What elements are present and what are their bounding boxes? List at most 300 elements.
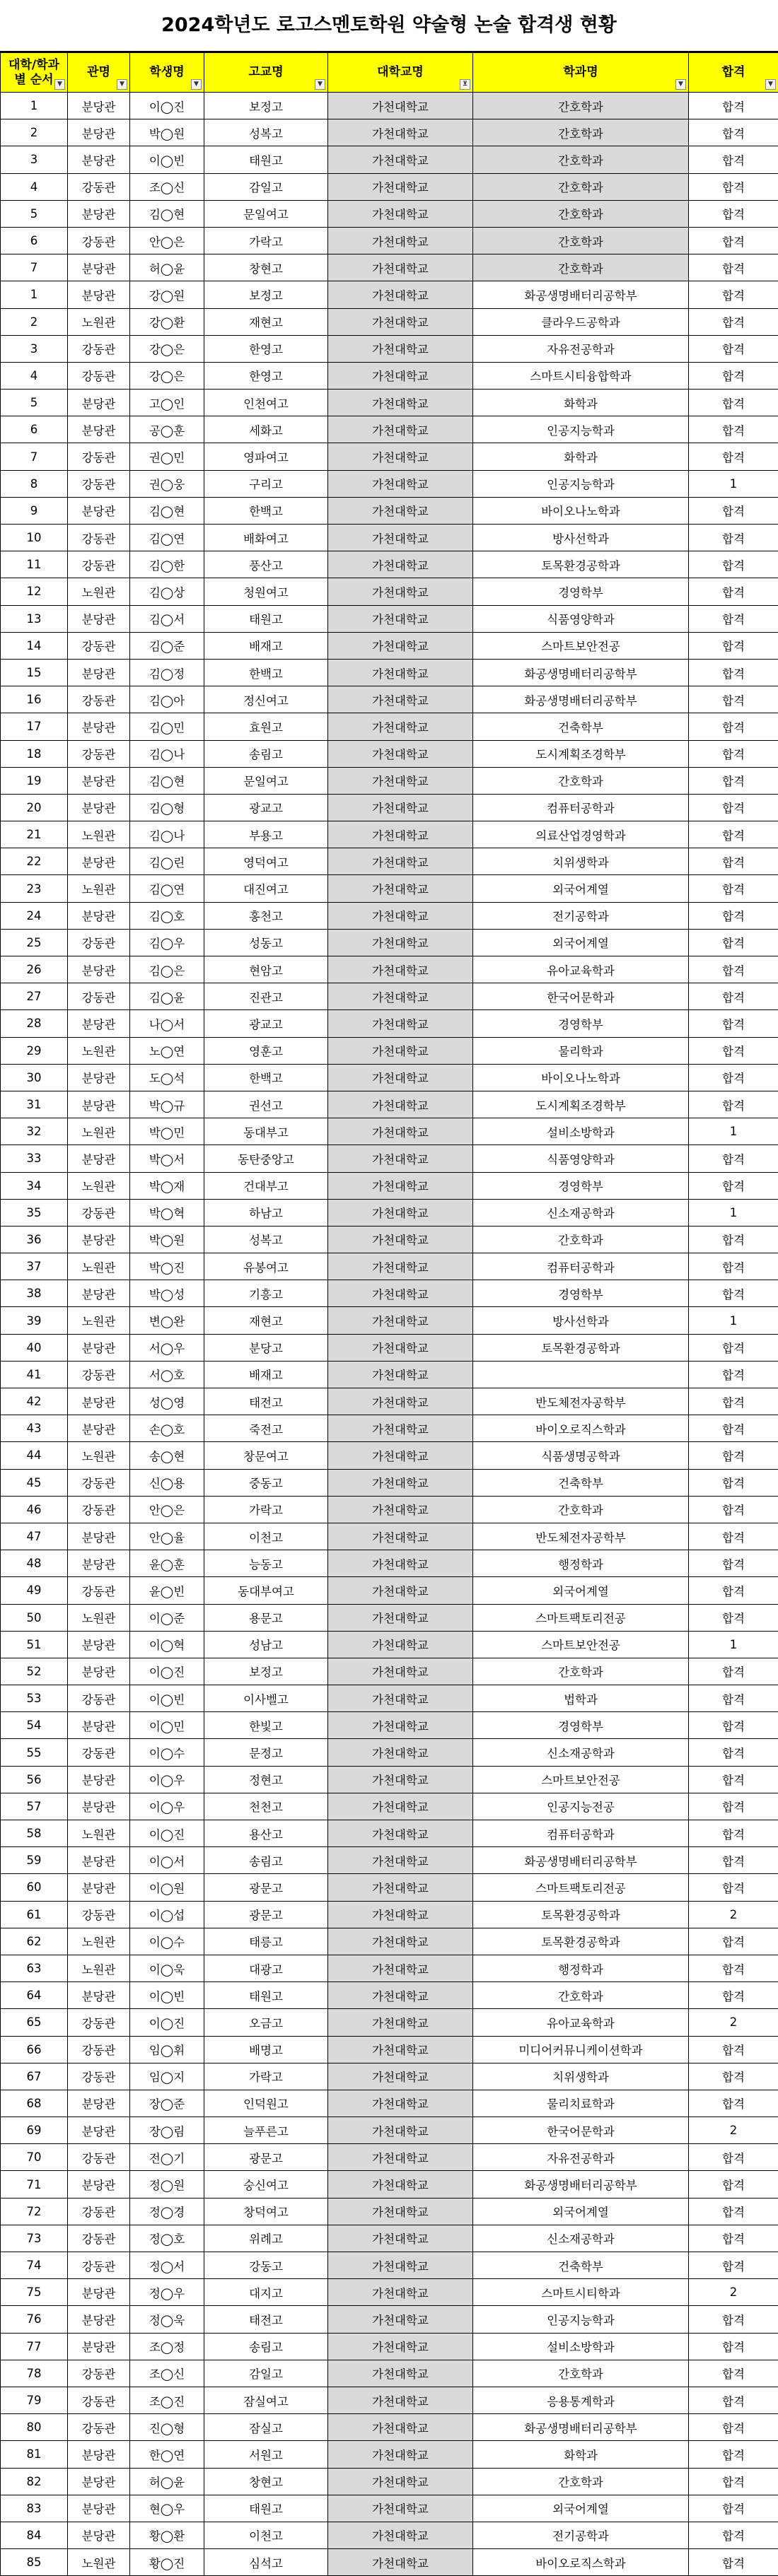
cell-branch[interactable]: 분당관 (68, 200, 130, 227)
cell-student[interactable]: 이◯민 (130, 1712, 204, 1739)
cell-major[interactable]: 도시계획조경학부 (473, 740, 689, 767)
cell-major[interactable]: 의료산업경영학과 (473, 821, 689, 848)
cell-order[interactable]: 48 (1, 1550, 68, 1577)
cell-order[interactable]: 1 (1, 281, 68, 308)
cell-school[interactable]: 권선고 (204, 1091, 328, 1118)
cell-order[interactable]: 10 (1, 525, 68, 551)
cell-result[interactable]: 합격 (689, 1928, 778, 1955)
cell-university[interactable]: 가천대학교 (328, 1766, 473, 1793)
cell-order[interactable]: 31 (1, 1091, 68, 1118)
cell-branch[interactable]: 강동관 (68, 1577, 130, 1604)
cell-result[interactable]: 합격 (689, 200, 778, 227)
cell-student[interactable]: 성◯영 (130, 1388, 204, 1415)
cell-major[interactable]: 간호학과 (473, 1982, 689, 2009)
cell-university[interactable]: 가천대학교 (328, 1172, 473, 1199)
cell-school[interactable]: 가락고 (204, 227, 328, 254)
cell-order[interactable]: 3 (1, 146, 68, 173)
cell-school[interactable]: 세화고 (204, 416, 328, 443)
cell-student[interactable]: 정◯호 (130, 2225, 204, 2252)
cell-branch[interactable]: 분당관 (68, 1874, 130, 1901)
cell-school[interactable]: 한백고 (204, 1064, 328, 1091)
cell-student[interactable]: 김◯현 (130, 497, 204, 524)
cell-student[interactable]: 김◯형 (130, 794, 204, 821)
cell-university[interactable]: 가천대학교 (328, 2171, 473, 2198)
cell-school[interactable]: 태원고 (204, 1982, 328, 2009)
cell-major[interactable]: 인공지능전공 (473, 1793, 689, 1820)
cell-school[interactable]: 숭신여고 (204, 2171, 328, 2198)
cell-order[interactable]: 18 (1, 740, 68, 767)
cell-order[interactable]: 52 (1, 1658, 68, 1685)
cell-student[interactable]: 박◯진 (130, 1253, 204, 1280)
cell-major[interactable]: 경영학부 (473, 1172, 689, 1199)
cell-branch[interactable]: 분당관 (68, 2441, 130, 2468)
cell-student[interactable]: 서◯호 (130, 1361, 204, 1388)
cell-school[interactable]: 창문여고 (204, 1442, 328, 1469)
cell-order[interactable]: 73 (1, 2225, 68, 2252)
cell-result[interactable]: 합격 (689, 1145, 778, 1172)
cell-major[interactable]: 방사선학과 (473, 1307, 689, 1334)
cell-result[interactable]: 합격 (689, 416, 778, 443)
cell-result[interactable]: 합격 (689, 1415, 778, 1442)
cell-school[interactable]: 한영고 (204, 362, 328, 389)
cell-major[interactable]: 치위생학과 (473, 2063, 689, 2090)
cell-result[interactable]: 합격 (689, 1766, 778, 1793)
cell-order[interactable]: 81 (1, 2441, 68, 2468)
cell-university[interactable]: 가천대학교 (328, 2549, 473, 2576)
cell-university[interactable]: 가천대학교 (328, 2360, 473, 2387)
cell-student[interactable]: 강◯은 (130, 335, 204, 362)
cell-branch[interactable]: 강동관 (68, 2252, 130, 2279)
cell-result[interactable]: 합격 (689, 2522, 778, 2548)
cell-result[interactable]: 합격 (689, 2252, 778, 2279)
cell-student[interactable]: 서◯우 (130, 1334, 204, 1361)
cell-branch[interactable]: 강동관 (68, 2009, 130, 2036)
cell-result[interactable]: 합격 (689, 1280, 778, 1307)
cell-order[interactable]: 2 (1, 119, 68, 146)
cell-major[interactable]: 토목환경공학과 (473, 1901, 689, 1928)
cell-major[interactable]: 간호학과 (473, 2468, 689, 2495)
cell-result[interactable]: 합격 (689, 1496, 778, 1523)
cell-school[interactable]: 늘푸른고 (204, 2117, 328, 2144)
cell-school[interactable]: 홍천고 (204, 902, 328, 929)
cell-student[interactable]: 김◯나 (130, 821, 204, 848)
cell-major[interactable]: 바이오나노학과 (473, 1064, 689, 1091)
cell-school[interactable]: 인덕원고 (204, 2090, 328, 2117)
cell-school[interactable]: 태원고 (204, 2495, 328, 2522)
cell-order[interactable]: 53 (1, 1685, 68, 1712)
cell-school[interactable]: 가락고 (204, 2063, 328, 2090)
cell-order[interactable]: 45 (1, 1469, 68, 1496)
cell-university[interactable]: 가천대학교 (328, 2387, 473, 2413)
cell-major[interactable]: 경영학부 (473, 1010, 689, 1037)
cell-order[interactable]: 71 (1, 2171, 68, 2198)
cell-branch[interactable]: 분당관 (68, 1064, 130, 1091)
cell-university[interactable]: 가천대학교 (328, 1685, 473, 1712)
cell-branch[interactable]: 강동관 (68, 470, 130, 497)
cell-major[interactable]: 스마트팩토리전공 (473, 1604, 689, 1631)
cell-result[interactable]: 합격 (689, 1469, 778, 1496)
cell-university[interactable]: 가천대학교 (328, 794, 473, 821)
cell-university[interactable]: 가천대학교 (328, 254, 473, 281)
cell-major[interactable]: 간호학과 (473, 2360, 689, 2387)
cell-branch[interactable]: 강동관 (68, 1361, 130, 1388)
cell-major[interactable]: 화학과 (473, 390, 689, 416)
cell-student[interactable]: 정◯욱 (130, 2306, 204, 2333)
cell-order[interactable]: 46 (1, 1496, 68, 1523)
cell-school[interactable]: 천천고 (204, 1793, 328, 1820)
cell-order[interactable]: 74 (1, 2252, 68, 2279)
cell-branch[interactable]: 노원관 (68, 1604, 130, 1631)
cell-school[interactable]: 광문고 (204, 1901, 328, 1928)
cell-major[interactable]: 신소재공학과 (473, 1199, 689, 1226)
cell-university[interactable]: 가천대학교 (328, 1010, 473, 1037)
cell-major[interactable]: 화공생명배터리공학부 (473, 2171, 689, 2198)
cell-major[interactable]: 식품생명공학과 (473, 1442, 689, 1469)
cell-major[interactable]: 식품영양학과 (473, 1145, 689, 1172)
cell-university[interactable]: 가천대학교 (328, 821, 473, 848)
cell-order[interactable]: 7 (1, 443, 68, 470)
cell-major[interactable]: 토목환경공학과 (473, 551, 689, 578)
cell-order[interactable]: 9 (1, 497, 68, 524)
cell-school[interactable]: 성복고 (204, 1226, 328, 1253)
cell-student[interactable]: 조◯진 (130, 2387, 204, 2413)
cell-result[interactable]: 합격 (689, 983, 778, 1010)
cell-university[interactable]: 가천대학교 (328, 1982, 473, 2009)
cell-school[interactable]: 잠실고 (204, 2414, 328, 2441)
cell-order[interactable]: 49 (1, 1577, 68, 1604)
cell-result[interactable]: 합격 (689, 1604, 778, 1631)
cell-school[interactable]: 서원고 (204, 2441, 328, 2468)
cell-order[interactable]: 1 (1, 93, 68, 119)
cell-major[interactable]: 유아교육학과 (473, 956, 689, 983)
cell-student[interactable]: 이◯원 (130, 1874, 204, 1901)
cell-result[interactable]: 합격 (689, 1037, 778, 1064)
cell-school[interactable]: 보정고 (204, 93, 328, 119)
cell-school[interactable]: 감일고 (204, 173, 328, 200)
cell-branch[interactable]: 강동관 (68, 2360, 130, 2387)
cell-major[interactable]: 간호학과 (473, 119, 689, 146)
cell-school[interactable]: 배명고 (204, 2036, 328, 2063)
cell-result[interactable]: 합격 (689, 146, 778, 173)
cell-major[interactable]: 화학과 (473, 2441, 689, 2468)
cell-school[interactable]: 창현고 (204, 2468, 328, 2495)
cell-major[interactable]: 스마트시티학과 (473, 2279, 689, 2306)
cell-student[interactable]: 전◯기 (130, 2144, 204, 2171)
cell-order[interactable]: 41 (1, 1361, 68, 1388)
cell-school[interactable]: 현암고 (204, 956, 328, 983)
cell-branch[interactable]: 노원관 (68, 1253, 130, 1280)
cell-school[interactable]: 동탄중앙고 (204, 1145, 328, 1172)
cell-result[interactable]: 합격 (689, 2225, 778, 2252)
cell-branch[interactable]: 분당관 (68, 1712, 130, 1739)
cell-school[interactable]: 이사벨고 (204, 1685, 328, 1712)
cell-result[interactable]: 합격 (689, 1091, 778, 1118)
cell-school[interactable]: 창현고 (204, 254, 328, 281)
cell-school[interactable]: 영훈고 (204, 1037, 328, 1064)
cell-result[interactable]: 합격 (689, 2549, 778, 2576)
cell-university[interactable]: 가천대학교 (328, 1253, 473, 1280)
cell-order[interactable]: 51 (1, 1631, 68, 1658)
cell-university[interactable]: 가천대학교 (328, 1388, 473, 1415)
cell-student[interactable]: 이◯빈 (130, 146, 204, 173)
cell-branch[interactable]: 노원관 (68, 1118, 130, 1145)
cell-student[interactable]: 허◯윤 (130, 254, 204, 281)
cell-student[interactable]: 정◯우 (130, 2279, 204, 2306)
cell-university[interactable]: 가천대학교 (328, 2090, 473, 2117)
cell-school[interactable]: 용문고 (204, 1604, 328, 1631)
cell-branch[interactable]: 분당관 (68, 390, 130, 416)
cell-university[interactable]: 가천대학교 (328, 1820, 473, 1847)
cell-result[interactable]: 합격 (689, 93, 778, 119)
dropdown-arrow-icon[interactable]: ▼ (191, 79, 202, 90)
cell-result[interactable]: 합격 (689, 1658, 778, 1685)
cell-school[interactable]: 건대부고 (204, 1172, 328, 1199)
cell-student[interactable]: 이◯서 (130, 1847, 204, 1874)
cell-result[interactable]: 합격 (689, 1739, 778, 1766)
cell-result[interactable]: 1 (689, 470, 778, 497)
cell-branch[interactable]: 분당관 (68, 1766, 130, 1793)
cell-university[interactable]: 가천대학교 (328, 2495, 473, 2522)
cell-university[interactable]: 가천대학교 (328, 1442, 473, 1469)
cell-major[interactable]: 신소재공학과 (473, 1739, 689, 1766)
cell-university[interactable]: 가천대학교 (328, 2468, 473, 2495)
cell-university[interactable]: 가천대학교 (328, 2036, 473, 2063)
cell-branch[interactable]: 분당관 (68, 2495, 130, 2522)
cell-order[interactable]: 8 (1, 470, 68, 497)
cell-student[interactable]: 허◯윤 (130, 2468, 204, 2495)
cell-student[interactable]: 이◯섭 (130, 1901, 204, 1928)
cell-student[interactable]: 이◯준 (130, 1604, 204, 1631)
cell-student[interactable]: 김◯린 (130, 848, 204, 875)
cell-major[interactable]: 미디어커뮤니케이션학과 (473, 2036, 689, 2063)
cell-result[interactable]: 합격 (689, 605, 778, 632)
cell-student[interactable]: 이◯욱 (130, 1955, 204, 1981)
cell-major[interactable]: 스마트보안전공 (473, 1766, 689, 1793)
cell-branch[interactable]: 강동관 (68, 2036, 130, 2063)
cell-major[interactable]: 응용통계학과 (473, 2387, 689, 2413)
cell-order[interactable]: 16 (1, 686, 68, 713)
cell-major[interactable]: 치위생학과 (473, 848, 689, 875)
cell-branch[interactable]: 강동관 (68, 1685, 130, 1712)
cell-school[interactable]: 문일여고 (204, 200, 328, 227)
cell-student[interactable]: 이◯진 (130, 2009, 204, 2036)
cell-university[interactable]: 가천대학교 (328, 2063, 473, 2090)
cell-order[interactable]: 33 (1, 1145, 68, 1172)
cell-major[interactable]: 설비소방학과 (473, 2333, 689, 2360)
cell-student[interactable]: 안◯은 (130, 1496, 204, 1523)
cell-order[interactable]: 42 (1, 1388, 68, 1415)
cell-school[interactable]: 보정고 (204, 281, 328, 308)
cell-university[interactable]: 가천대학교 (328, 227, 473, 254)
cell-university[interactable]: 가천대학교 (328, 740, 473, 767)
cell-result[interactable]: 합격 (689, 1874, 778, 1901)
cell-student[interactable]: 한◯연 (130, 2441, 204, 2468)
cell-student[interactable]: 강◯은 (130, 362, 204, 389)
cell-university[interactable]: 가천대학교 (328, 2279, 473, 2306)
cell-major[interactable]: 자유전공학과 (473, 335, 689, 362)
cell-school[interactable]: 죽전고 (204, 1415, 328, 1442)
cell-order[interactable]: 24 (1, 902, 68, 929)
cell-major[interactable]: 스마트보안전공 (473, 1631, 689, 1658)
cell-student[interactable]: 공◯훈 (130, 416, 204, 443)
cell-school[interactable]: 광교고 (204, 794, 328, 821)
cell-school[interactable]: 성남고 (204, 1631, 328, 1658)
cell-result[interactable]: 합격 (689, 1388, 778, 1415)
cell-student[interactable]: 김◯한 (130, 551, 204, 578)
cell-branch[interactable]: 분당관 (68, 605, 130, 632)
cell-school[interactable]: 배재고 (204, 1361, 328, 1388)
cell-student[interactable]: 김◯아 (130, 686, 204, 713)
cell-major[interactable]: 외국어계열 (473, 875, 689, 902)
cell-order[interactable]: 47 (1, 1523, 68, 1550)
cell-result[interactable]: 합격 (689, 390, 778, 416)
cell-major[interactable]: 경영학부 (473, 1280, 689, 1307)
cell-result[interactable]: 합격 (689, 632, 778, 659)
cell-branch[interactable]: 분당관 (68, 794, 130, 821)
cell-university[interactable]: 가천대학교 (328, 1469, 473, 1496)
cell-university[interactable]: 가천대학교 (328, 173, 473, 200)
cell-major[interactable]: 간호학과 (473, 173, 689, 200)
cell-branch[interactable]: 분당관 (68, 1091, 130, 1118)
cell-major[interactable]: 화공생명배터리공학부 (473, 281, 689, 308)
cell-order[interactable]: 70 (1, 2144, 68, 2171)
cell-branch[interactable]: 노원관 (68, 1307, 130, 1334)
cell-result[interactable]: 합격 (689, 227, 778, 254)
cell-order[interactable]: 15 (1, 659, 68, 686)
cell-order[interactable]: 54 (1, 1712, 68, 1739)
cell-university[interactable]: 가천대학교 (328, 1118, 473, 1145)
cell-major[interactable]: 컴퓨터공학과 (473, 1820, 689, 1847)
cell-student[interactable]: 장◯림 (130, 2117, 204, 2144)
cell-result[interactable]: 합격 (689, 1064, 778, 1091)
cell-university[interactable]: 가천대학교 (328, 686, 473, 713)
cell-university[interactable]: 가천대학교 (328, 93, 473, 119)
cell-school[interactable]: 대진여고 (204, 875, 328, 902)
cell-school[interactable]: 성복고 (204, 119, 328, 146)
cell-order[interactable]: 39 (1, 1307, 68, 1334)
cell-major[interactable]: 물리학과 (473, 1037, 689, 1064)
cell-branch[interactable]: 분당관 (68, 659, 130, 686)
cell-major[interactable]: 한국어문학과 (473, 983, 689, 1010)
cell-branch[interactable]: 분당관 (68, 1658, 130, 1685)
cell-major[interactable]: 행정학과 (473, 1955, 689, 1981)
cell-major[interactable]: 식품영양학과 (473, 605, 689, 632)
cell-order[interactable]: 80 (1, 2414, 68, 2441)
cell-order[interactable]: 68 (1, 2090, 68, 2117)
cell-school[interactable]: 태원고 (204, 605, 328, 632)
cell-result[interactable]: 2 (689, 2117, 778, 2144)
cell-student[interactable]: 안◯율 (130, 1523, 204, 1550)
cell-branch[interactable]: 분당관 (68, 2171, 130, 2198)
cell-university[interactable]: 가천대학교 (328, 632, 473, 659)
cell-result[interactable]: 합격 (689, 2414, 778, 2441)
cell-branch[interactable]: 강동관 (68, 2144, 130, 2171)
cell-major[interactable]: 바이오로직스학과 (473, 2549, 689, 2576)
cell-branch[interactable]: 강동관 (68, 929, 130, 956)
cell-order[interactable]: 75 (1, 2279, 68, 2306)
cell-student[interactable]: 김◯정 (130, 659, 204, 686)
cell-order[interactable]: 17 (1, 713, 68, 740)
cell-school[interactable]: 효원고 (204, 713, 328, 740)
cell-result[interactable]: 합격 (689, 956, 778, 983)
cell-university[interactable]: 가천대학교 (328, 362, 473, 389)
cell-major[interactable]: 화공생명배터리공학부 (473, 686, 689, 713)
cell-student[interactable]: 임◯휘 (130, 2036, 204, 2063)
cell-branch[interactable]: 강동관 (68, 173, 130, 200)
cell-order[interactable]: 64 (1, 1982, 68, 2009)
cell-major[interactable]: 인공지능학과 (473, 416, 689, 443)
cell-school[interactable]: 광문고 (204, 1874, 328, 1901)
cell-school[interactable]: 배재고 (204, 632, 328, 659)
cell-major[interactable]: 건축학부 (473, 1469, 689, 1496)
cell-branch[interactable]: 분당관 (68, 1334, 130, 1361)
cell-university[interactable]: 가천대학교 (328, 1793, 473, 1820)
cell-major[interactable]: 외국어계열 (473, 2198, 689, 2225)
cell-university[interactable]: 가천대학교 (328, 146, 473, 173)
cell-university[interactable]: 가천대학교 (328, 1064, 473, 1091)
cell-result[interactable]: 합격 (689, 821, 778, 848)
cell-branch[interactable]: 강동관 (68, 740, 130, 767)
cell-result[interactable]: 합격 (689, 2198, 778, 2225)
cell-order[interactable]: 56 (1, 1766, 68, 1793)
cell-order[interactable]: 6 (1, 227, 68, 254)
cell-university[interactable]: 가천대학교 (328, 470, 473, 497)
cell-student[interactable]: 박◯서 (130, 1145, 204, 1172)
cell-order[interactable]: 21 (1, 821, 68, 848)
cell-result[interactable]: 합격 (689, 2360, 778, 2387)
cell-major[interactable]: 간호학과 (473, 1496, 689, 1523)
cell-student[interactable]: 이◯수 (130, 1928, 204, 1955)
cell-branch[interactable]: 분당관 (68, 1388, 130, 1415)
cell-major[interactable]: 바이오로직스학과 (473, 1415, 689, 1442)
cell-branch[interactable]: 노원관 (68, 2549, 130, 2576)
cell-order[interactable]: 43 (1, 1415, 68, 1442)
cell-school[interactable]: 풍산고 (204, 551, 328, 578)
cell-order[interactable]: 26 (1, 956, 68, 983)
cell-order[interactable]: 20 (1, 794, 68, 821)
cell-student[interactable]: 이◯진 (130, 1820, 204, 1847)
cell-result[interactable]: 합격 (689, 497, 778, 524)
cell-university[interactable]: 가천대학교 (328, 875, 473, 902)
cell-order[interactable]: 63 (1, 1955, 68, 1981)
cell-branch[interactable]: 분당관 (68, 1226, 130, 1253)
cell-school[interactable]: 진관고 (204, 983, 328, 1010)
cell-branch[interactable]: 노원관 (68, 578, 130, 605)
cell-order[interactable]: 85 (1, 2549, 68, 2576)
cell-order[interactable]: 3 (1, 335, 68, 362)
cell-branch[interactable]: 분당관 (68, 713, 130, 740)
cell-school[interactable]: 문일여고 (204, 767, 328, 794)
cell-branch[interactable]: 강동관 (68, 632, 130, 659)
cell-order[interactable]: 4 (1, 362, 68, 389)
cell-branch[interactable]: 노원관 (68, 1955, 130, 1981)
dropdown-arrow-icon[interactable]: ▼ (54, 79, 65, 90)
cell-student[interactable]: 강◯원 (130, 281, 204, 308)
cell-student[interactable]: 이◯우 (130, 1793, 204, 1820)
cell-student[interactable]: 박◯민 (130, 1118, 204, 1145)
cell-major[interactable]: 자유전공학과 (473, 2144, 689, 2171)
cell-school[interactable]: 성동고 (204, 929, 328, 956)
cell-result[interactable]: 합격 (689, 578, 778, 605)
cell-university[interactable]: 가천대학교 (328, 659, 473, 686)
cell-result[interactable]: 합격 (689, 2090, 778, 2117)
cell-school[interactable]: 태전고 (204, 1388, 328, 1415)
cell-order[interactable]: 12 (1, 578, 68, 605)
cell-university[interactable]: 가천대학교 (328, 1496, 473, 1523)
cell-result[interactable]: 합격 (689, 686, 778, 713)
cell-branch[interactable]: 분당관 (68, 902, 130, 929)
cell-result[interactable]: 합격 (689, 1334, 778, 1361)
